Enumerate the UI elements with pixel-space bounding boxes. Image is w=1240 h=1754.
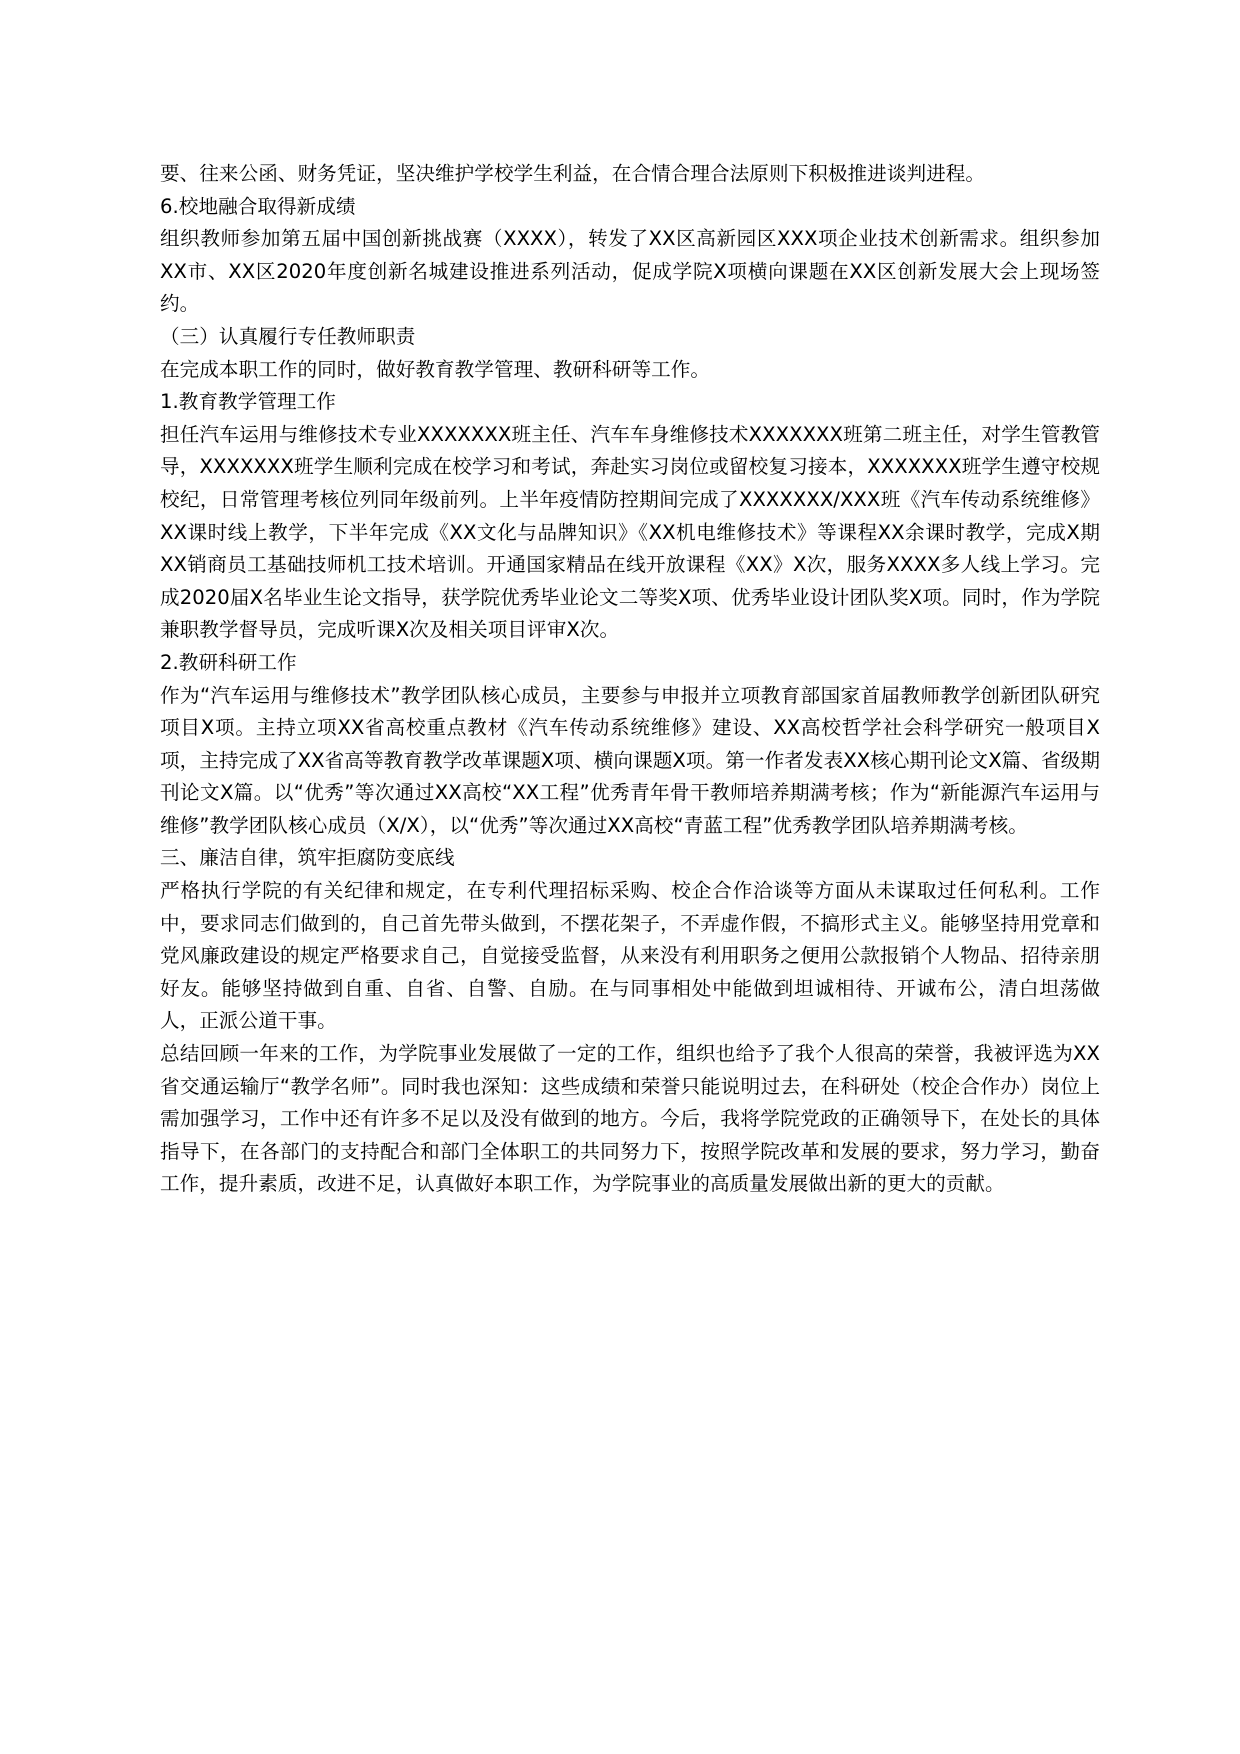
document-page — [160, 158, 1100, 1201]
paragraph-integrity: 严格执行学院的有关纪律和规定，在专利代理招标采购、校企合作洽谈等方面从未谋取过任何私利。工作中，要求同志们做到的，自己首先带头做到，不摆花架子，不弄虚作假，不搞形式主义。能够坚持用党章和党风廉政建设的规定严格要求自己，自觉接受监督，从来没有利用职务之便用公款报销个人物品、招待亲朋好友。能够坚持做到自重、自省、自警、自励。在与同事相处中能做到坦诚相待、开诚布公，清白坦荡做人，正派公道干事。 — [160, 879, 1100, 1033]
subsection-heading-1: 1.教育教学管理工作 — [160, 390, 336, 414]
paragraph-summary: 总结回顾一年来的工作，为学院事业发展做了一定的工作，组织也给予了我个人很高的荣誉，我被评选为XX省交通运输厅“教学名师”。同时我也深知：这些成绩和荣誉只能说明过去，在科研处（校企合作办）岗位上需加强学习，工作中还有许多不足以及没有做到的地方。今后，我将学院党政的正确领导下，在处长的具体指导下，在各部门的支持配合和部门全体职工的共同努力下，按照学院改革和发展的要求，努力学习，勤奋工作，提升素质，改进不足，认真做好本职工作，为学院事业的高质量发展做出新的更大的贡献。 — [160, 1042, 1100, 1196]
section-heading-6: 6.校地融合取得新成绩 — [160, 194, 356, 218]
paragraph-research: 作为“汽车运用与维修技术”教学团队核心成员，主要参与申报并立项教育部国家首届教师教学创新团队研究项目X项。主持立项XX省高校重点教材《汽车传动系统维修》建设、XX高校哲学社会科学研究一般项目X项，主持完成了XX省高等教育教学改革课题X项、横向课题X项。第一作者发表XX核心期刊论文X篇、省级期刊论文X篇。以“优秀”等次通过XX高校“XX工程”优秀青年骨干教师培养期满考核；作为“新能源汽车运用与维修”教学团队核心成员（X/X），以“优秀”等次通过XX高校“青蓝工程”优秀教学团队培养期满考核。 — [160, 683, 1100, 837]
paragraph-continuation: 要、往来公函、财务凭证，坚决维护学校学生利益，在合情合理合法原则下积极推进谈判进程。 — [160, 162, 986, 185]
paragraph-innovation: 组织教师参加第五届中国创新挑战赛（XXXX），转发了XX区高新园区XXX项企业技术创新需求。组织参加XX市、XX区2020年度创新名城建设推进系列活动，促成学院X项横向课题在XX区创新发展大会上现场签约。 — [160, 227, 1100, 316]
paragraph-intro: 在完成本职工作的同时，做好教育教学管理、教研科研等工作。 — [160, 357, 711, 381]
paragraph-teaching-management: 担任汽车运用与维修技术专业XXXXXXX班主任、汽车车身维修技术XXXXXXX班第二班主任，对学生管教管导，XXXXXXX班学生顺利完成在校学习和考试，奔赴实习岗位或留校复习接本，XXXXXXX班学生遵守校规校纪，日常管理考核位列同年级前列。上半年疫情防控期间完成了XXXXXXX/XXX班《汽车传动系统维修》XX课时线上教学，下半年完成《XX文化与品牌知识》《XX机电维修技术》等课程XX余课时教学，完成X期XX销商员工基础技师机工技术培训。开通国家精品在线开放课程《XX》X次，服务XXXX多人线上学习。完成2020届X名毕业生论文指导，获学院优秀毕业论文二等奖X项、优秀毕业设计团队奖X项。同时，作为学院兼职教学督导员，完成听课X次及相关项目评审X次。 — [160, 422, 1100, 642]
subsection-heading-2: 2.教研科研工作 — [160, 650, 297, 674]
section-heading-3: （三）认真履行专任教师职责 — [160, 324, 416, 348]
chapter-heading-3: 三、廉洁自律，筑牢拒腐防变底线 — [160, 846, 455, 870]
